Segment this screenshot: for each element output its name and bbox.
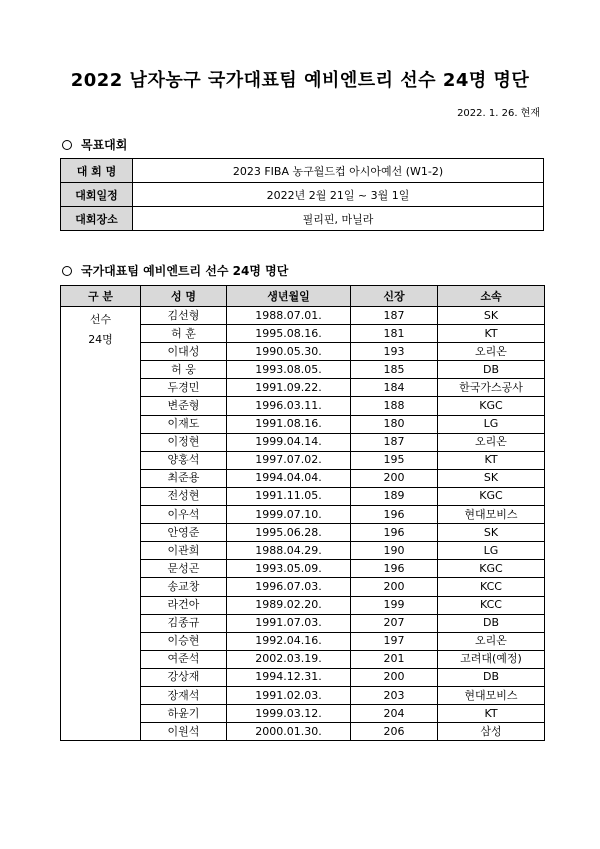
height-cell: 180 xyxy=(351,415,438,433)
birthdate-cell: 1995.06.28. xyxy=(227,524,351,542)
category-cell xyxy=(61,307,141,741)
birthdate-cell: 1990.05.30. xyxy=(227,343,351,361)
header-category: 구 분 xyxy=(61,286,141,307)
info-label: 대회장소 xyxy=(61,207,133,231)
birthdate-cell: 1997.07.02. xyxy=(227,451,351,469)
height-cell: 207 xyxy=(351,614,438,632)
section-roster xyxy=(62,262,288,279)
height-cell: 193 xyxy=(351,343,438,361)
player-name: 라건아 xyxy=(141,596,227,614)
birthdate-cell: 1991.11.05. xyxy=(227,487,351,505)
player-name: 이관희 xyxy=(141,542,227,560)
player-name: 양홍석 xyxy=(141,451,227,469)
team-cell: 고려대(예정) xyxy=(438,650,545,668)
info-row xyxy=(61,183,544,207)
team-cell: LG xyxy=(438,415,545,433)
player-name: 이원석 xyxy=(141,723,227,741)
player-name: 최준용 xyxy=(141,469,227,487)
circle-bullet-icon xyxy=(62,266,72,276)
player-name: 송교창 xyxy=(141,578,227,596)
header-name: 성 명 xyxy=(141,286,227,307)
player-name: 두경민 xyxy=(141,379,227,397)
player-name: 변준형 xyxy=(141,397,227,415)
section-heading: 국가대표팀 예비엔트리 선수 24명 명단 xyxy=(81,264,289,278)
player-name: 전성현 xyxy=(141,487,227,505)
info-label: 대 회 명 xyxy=(61,159,133,183)
birthdate-cell: 1999.07.10. xyxy=(227,506,351,524)
info-value: 2022년 2월 21일 ~ 3월 1일 xyxy=(133,183,544,207)
info-value: 필리핀, 마닐라 xyxy=(133,207,544,231)
header-height: 신장 xyxy=(351,286,438,307)
player-name: 이승현 xyxy=(141,632,227,650)
height-cell: 187 xyxy=(351,433,438,451)
team-cell: KT xyxy=(438,705,545,723)
birthdate-cell: 1999.04.14. xyxy=(227,433,351,451)
birthdate-cell: 1996.03.11. xyxy=(227,397,351,415)
team-cell: SK xyxy=(438,307,545,325)
player-name: 안영준 xyxy=(141,524,227,542)
height-cell: 195 xyxy=(351,451,438,469)
height-cell: 203 xyxy=(351,686,438,704)
player-name: 강상재 xyxy=(141,668,227,686)
height-cell: 185 xyxy=(351,361,438,379)
team-cell: KGC xyxy=(438,487,545,505)
height-cell: 189 xyxy=(351,487,438,505)
category-count: 24명 xyxy=(88,333,113,346)
birthdate-cell: 1988.07.01. xyxy=(227,307,351,325)
birthdate-cell: 1991.09.22. xyxy=(227,379,351,397)
team-cell: 한국가스공사 xyxy=(438,379,545,397)
player-name: 이대성 xyxy=(141,343,227,361)
team-cell: 오리온 xyxy=(438,433,545,451)
team-cell: DB xyxy=(438,361,545,379)
birthdate-cell: 1993.05.09. xyxy=(227,560,351,578)
height-cell: 196 xyxy=(351,506,438,524)
team-cell: 현대모비스 xyxy=(438,506,545,524)
birthdate-cell: 1991.08.16. xyxy=(227,415,351,433)
info-row xyxy=(61,207,544,231)
birthdate-cell: 1988.04.29. xyxy=(227,542,351,560)
player-name: 장재석 xyxy=(141,686,227,704)
player-name: 하윤기 xyxy=(141,705,227,723)
team-cell: SK xyxy=(438,524,545,542)
height-cell: 204 xyxy=(351,705,438,723)
height-cell: 184 xyxy=(351,379,438,397)
team-cell: DB xyxy=(438,668,545,686)
team-cell: 오리온 xyxy=(438,632,545,650)
birthdate-cell: 1993.08.05. xyxy=(227,361,351,379)
height-cell: 187 xyxy=(351,307,438,325)
birthdate-cell: 2002.03.19. xyxy=(227,650,351,668)
team-cell: DB xyxy=(438,614,545,632)
birthdate-cell: 1992.04.16. xyxy=(227,632,351,650)
category-label: 선수 xyxy=(89,313,112,326)
player-name: 여준석 xyxy=(141,650,227,668)
player-name: 김종규 xyxy=(141,614,227,632)
roster-table xyxy=(60,285,545,741)
birthdate-cell: 1991.07.03. xyxy=(227,614,351,632)
circle-bullet-icon xyxy=(62,140,72,150)
team-cell: KT xyxy=(438,325,545,343)
player-name: 이우석 xyxy=(141,506,227,524)
tournament-info-table xyxy=(60,158,544,231)
birthdate-cell: 1994.12.31. xyxy=(227,668,351,686)
birthdate-cell: 1989.02.20. xyxy=(227,596,351,614)
height-cell: 206 xyxy=(351,723,438,741)
team-cell: KCC xyxy=(438,596,545,614)
roster-header-row xyxy=(61,286,545,307)
birthdate-cell: 1994.04.04. xyxy=(227,469,351,487)
info-label: 대회일정 xyxy=(61,183,133,207)
roster-body xyxy=(61,307,545,741)
height-cell: 196 xyxy=(351,560,438,578)
team-cell: KGC xyxy=(438,397,545,415)
height-cell: 200 xyxy=(351,578,438,596)
team-cell: KT xyxy=(438,451,545,469)
section-heading: 목표대회 xyxy=(81,138,128,152)
table-row xyxy=(61,307,545,325)
team-cell: 현대모비스 xyxy=(438,686,545,704)
height-cell: 199 xyxy=(351,596,438,614)
player-name: 허 훈 xyxy=(141,325,227,343)
height-cell: 196 xyxy=(351,524,438,542)
team-cell: KCC xyxy=(438,578,545,596)
birthdate-cell: 1996.07.03. xyxy=(227,578,351,596)
height-cell: 201 xyxy=(351,650,438,668)
height-cell: 200 xyxy=(351,469,438,487)
page-title: 2022 남자농구 국가대표팀 예비엔트리 선수 24명 명단 xyxy=(70,70,530,91)
section-target-tournament xyxy=(62,136,127,153)
team-cell: 삼성 xyxy=(438,723,545,741)
height-cell: 197 xyxy=(351,632,438,650)
header-birthdate: 생년월일 xyxy=(227,286,351,307)
player-name: 김선형 xyxy=(141,307,227,325)
team-cell: LG xyxy=(438,542,545,560)
team-cell: KGC xyxy=(438,560,545,578)
birthdate-cell: 1991.02.03. xyxy=(227,686,351,704)
team-cell: 오리온 xyxy=(438,343,545,361)
team-cell: SK xyxy=(438,469,545,487)
player-name: 허 웅 xyxy=(141,361,227,379)
birthdate-cell: 1999.03.12. xyxy=(227,705,351,723)
birthdate-cell: 1995.08.16. xyxy=(227,325,351,343)
info-value: 2023 FIBA 농구월드컵 아시아예선 (W1-2) xyxy=(133,159,544,183)
height-cell: 181 xyxy=(351,325,438,343)
height-cell: 200 xyxy=(351,668,438,686)
player-name: 문성곤 xyxy=(141,560,227,578)
header-team: 소속 xyxy=(438,286,545,307)
birthdate-cell: 2000.01.30. xyxy=(227,723,351,741)
info-row xyxy=(61,159,544,183)
height-cell: 190 xyxy=(351,542,438,560)
player-name: 이정현 xyxy=(141,433,227,451)
height-cell: 188 xyxy=(351,397,438,415)
as-of-date: 2022. 1. 26. 현재 xyxy=(457,108,540,119)
player-name: 이재도 xyxy=(141,415,227,433)
